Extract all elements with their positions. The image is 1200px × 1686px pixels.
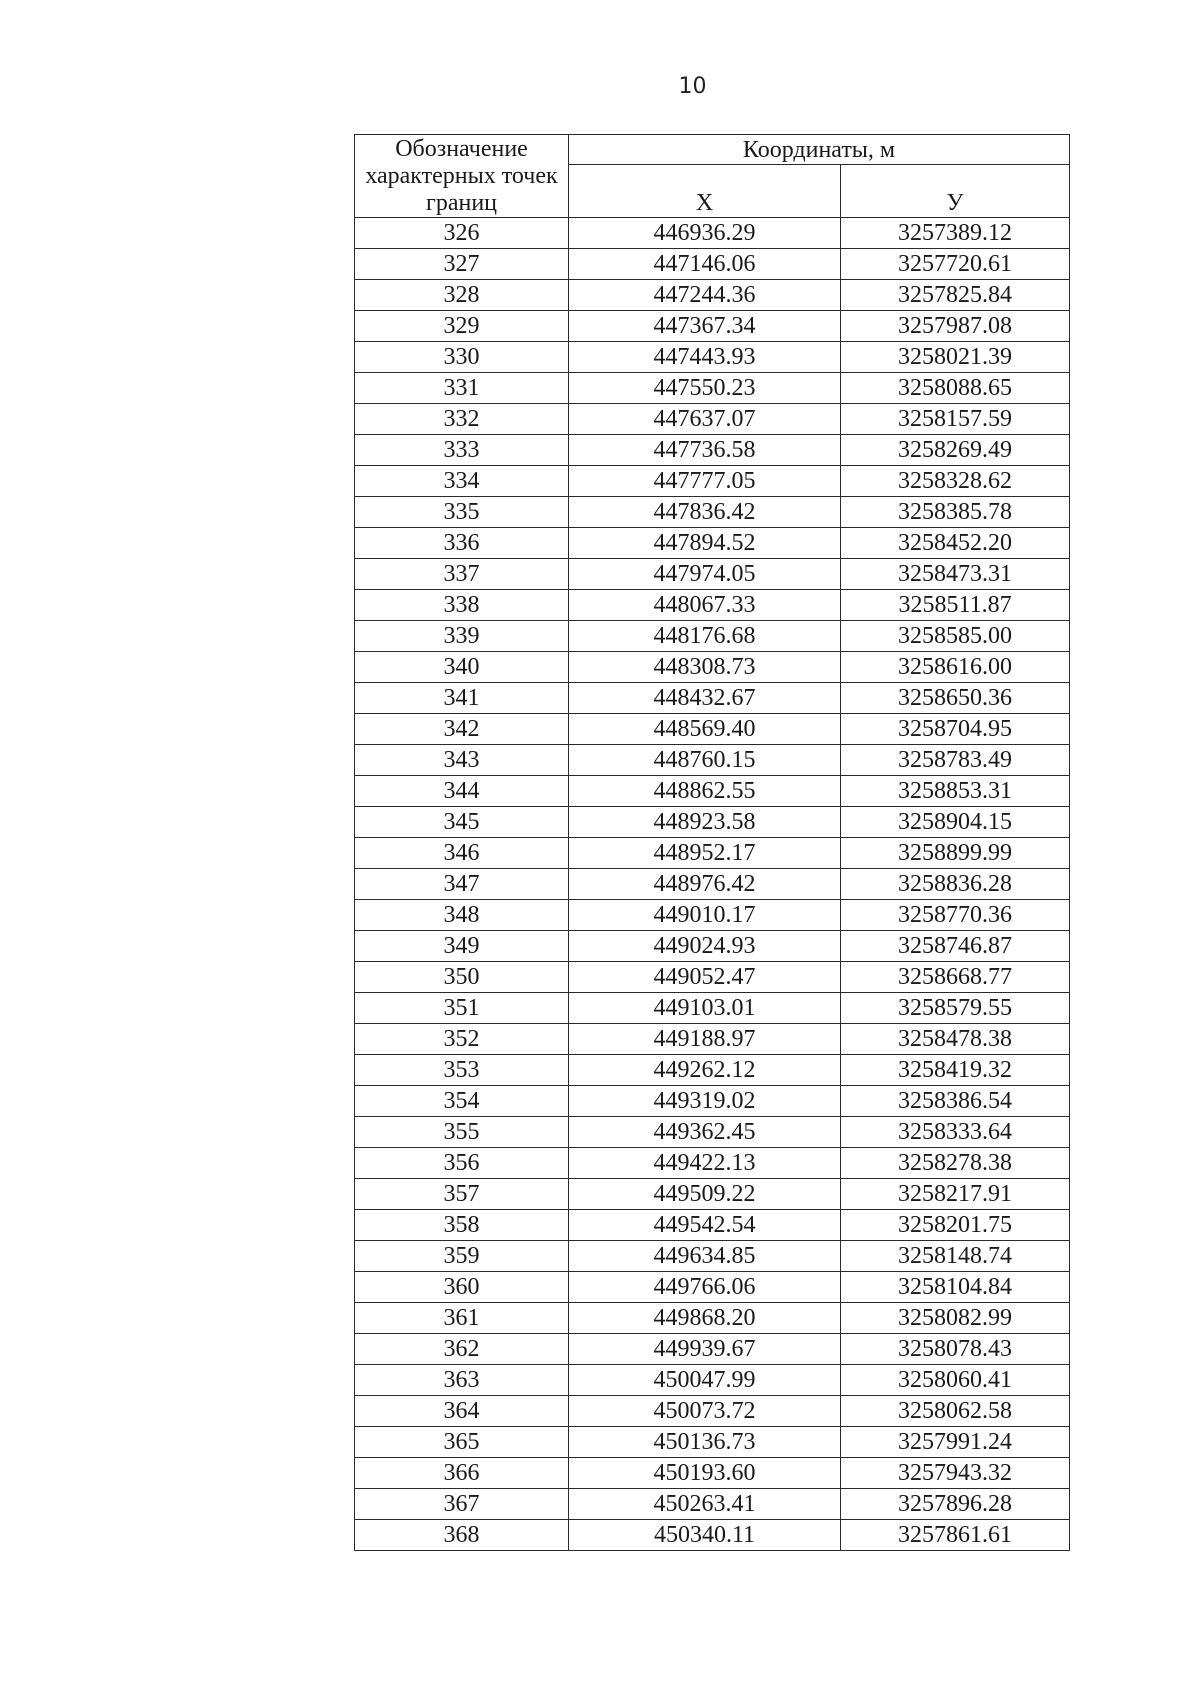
x-coordinate-cell: 447443.93 [569, 342, 841, 373]
y-coordinate-cell: 3258201.75 [841, 1210, 1070, 1241]
point-number-cell: 348 [355, 900, 569, 931]
point-number-cell: 360 [355, 1272, 569, 1303]
table-row [355, 1117, 1070, 1148]
point-number-cell: 366 [355, 1458, 569, 1489]
x-coordinate-cell: 449319.02 [569, 1086, 841, 1117]
y-coordinate-cell: 3258616.00 [841, 652, 1070, 683]
x-coordinate-cell: 447244.36 [569, 280, 841, 311]
x-coordinate-cell: 447777.05 [569, 466, 841, 497]
coordinates-table [354, 134, 1070, 1551]
y-coordinate-cell: 3258078.43 [841, 1334, 1070, 1365]
y-coordinate-cell: 3258478.38 [841, 1024, 1070, 1055]
table-row [355, 714, 1070, 745]
table-row [355, 807, 1070, 838]
x-coordinate-cell: 450340.11 [569, 1520, 841, 1551]
x-coordinate-cell: 449103.01 [569, 993, 841, 1024]
point-number-cell: 358 [355, 1210, 569, 1241]
x-coordinate-cell: 448569.40 [569, 714, 841, 745]
y-coordinate-cell: 3258062.58 [841, 1396, 1070, 1427]
x-coordinate-cell: 449634.85 [569, 1241, 841, 1272]
point-number-cell: 327 [355, 249, 569, 280]
y-coordinate-cell: 3258386.54 [841, 1086, 1070, 1117]
y-coordinate-cell: 3258082.99 [841, 1303, 1070, 1334]
table-row [355, 1210, 1070, 1241]
table-row [355, 559, 1070, 590]
table-row [355, 218, 1070, 249]
point-number-cell: 341 [355, 683, 569, 714]
x-coordinate-cell: 449362.45 [569, 1117, 841, 1148]
y-coordinate-cell: 3258783.49 [841, 745, 1070, 776]
point-number-cell: 368 [355, 1520, 569, 1551]
table-row [355, 466, 1070, 497]
x-coordinate-cell: 446936.29 [569, 218, 841, 249]
y-coordinate-cell: 3258104.84 [841, 1272, 1070, 1303]
y-coordinate-cell: 3258385.78 [841, 497, 1070, 528]
x-coordinate-cell: 449010.17 [569, 900, 841, 931]
x-coordinate-cell: 448952.17 [569, 838, 841, 869]
x-coordinate-cell: 449262.12 [569, 1055, 841, 1086]
point-number-cell: 347 [355, 869, 569, 900]
point-number-cell: 365 [355, 1427, 569, 1458]
point-number-cell: 328 [355, 280, 569, 311]
point-number-cell: 346 [355, 838, 569, 869]
table-row [355, 311, 1070, 342]
x-coordinate-cell: 448308.73 [569, 652, 841, 683]
x-coordinate-cell: 447146.06 [569, 249, 841, 280]
x-coordinate-cell: 448862.55 [569, 776, 841, 807]
point-number-cell: 334 [355, 466, 569, 497]
y-coordinate-cell: 3258511.87 [841, 590, 1070, 621]
table-row [355, 342, 1070, 373]
table-row [355, 435, 1070, 466]
x-coordinate-cell: 449052.47 [569, 962, 841, 993]
table-row [355, 776, 1070, 807]
point-number-cell: 343 [355, 745, 569, 776]
table-row [355, 683, 1070, 714]
x-coordinate-cell: 448976.42 [569, 869, 841, 900]
y-coordinate-cell: 3258217.91 [841, 1179, 1070, 1210]
table-row [355, 1334, 1070, 1365]
table-row [355, 1365, 1070, 1396]
point-number-cell: 352 [355, 1024, 569, 1055]
table-row [355, 373, 1070, 404]
point-number-cell: 335 [355, 497, 569, 528]
point-number-cell: 349 [355, 931, 569, 962]
table-row [355, 869, 1070, 900]
table-row [355, 1055, 1070, 1086]
coordinates-header: Координаты, м [569, 135, 1070, 165]
y-coordinate-cell: 3258278.38 [841, 1148, 1070, 1179]
y-coordinate-cell: 3258157.59 [841, 404, 1070, 435]
point-number-cell: 363 [355, 1365, 569, 1396]
y-coordinate-cell: 3257825.84 [841, 280, 1070, 311]
x-coordinate-cell: 449024.93 [569, 931, 841, 962]
y-coordinate-cell: 3257720.61 [841, 249, 1070, 280]
point-number-cell: 330 [355, 342, 569, 373]
table-header [355, 135, 1070, 218]
x-coordinate-cell: 449542.54 [569, 1210, 841, 1241]
point-number-cell: 337 [355, 559, 569, 590]
point-number-cell: 362 [355, 1334, 569, 1365]
y-coordinate-cell: 3257389.12 [841, 218, 1070, 249]
y-coordinate-cell: 3258269.49 [841, 435, 1070, 466]
x-coordinate-cell: 449188.97 [569, 1024, 841, 1055]
y-coordinate-cell: 3257861.61 [841, 1520, 1070, 1551]
x-coordinate-cell: 447894.52 [569, 528, 841, 559]
y-coordinate-cell: 3258328.62 [841, 466, 1070, 497]
table-row [355, 838, 1070, 869]
y-coordinate-cell: 3258853.31 [841, 776, 1070, 807]
x-coordinate-cell: 450136.73 [569, 1427, 841, 1458]
table-row [355, 1148, 1070, 1179]
point-number-cell: 359 [355, 1241, 569, 1272]
point-number-cell: 332 [355, 404, 569, 435]
point-number-cell: 350 [355, 962, 569, 993]
y-column-header: У [841, 165, 1070, 218]
table-row [355, 1024, 1070, 1055]
table-row [355, 621, 1070, 652]
point-number-cell: 329 [355, 311, 569, 342]
y-coordinate-cell: 3258746.87 [841, 931, 1070, 962]
x-coordinate-cell: 447736.58 [569, 435, 841, 466]
point-number-cell: 357 [355, 1179, 569, 1210]
table-row [355, 1241, 1070, 1272]
y-coordinate-cell: 3258473.31 [841, 559, 1070, 590]
table-row [355, 590, 1070, 621]
y-coordinate-cell: 3258585.00 [841, 621, 1070, 652]
y-coordinate-cell: 3258704.95 [841, 714, 1070, 745]
point-number-cell: 342 [355, 714, 569, 745]
table-row [355, 280, 1070, 311]
y-coordinate-cell: 3258904.15 [841, 807, 1070, 838]
point-number-cell: 339 [355, 621, 569, 652]
point-number-cell: 331 [355, 373, 569, 404]
table-row [355, 249, 1070, 280]
x-coordinate-cell: 449509.22 [569, 1179, 841, 1210]
point-number-cell: 344 [355, 776, 569, 807]
y-coordinate-cell: 3258836.28 [841, 869, 1070, 900]
y-coordinate-cell: 3258668.77 [841, 962, 1070, 993]
x-coordinate-cell: 450193.60 [569, 1458, 841, 1489]
x-coordinate-cell: 447550.23 [569, 373, 841, 404]
x-coordinate-cell: 450047.99 [569, 1365, 841, 1396]
y-coordinate-cell: 3257991.24 [841, 1427, 1070, 1458]
table-row [355, 1396, 1070, 1427]
table-row [355, 1489, 1070, 1520]
point-number-cell: 351 [355, 993, 569, 1024]
y-coordinate-cell: 3258419.32 [841, 1055, 1070, 1086]
y-coordinate-cell: 3258021.39 [841, 342, 1070, 373]
table-row [355, 1272, 1070, 1303]
y-coordinate-cell: 3257987.08 [841, 311, 1070, 342]
x-coordinate-cell: 449422.13 [569, 1148, 841, 1179]
x-coordinate-cell: 448176.68 [569, 621, 841, 652]
header-row-top [355, 135, 1070, 165]
point-number-cell: 361 [355, 1303, 569, 1334]
x-coordinate-cell: 448760.15 [569, 745, 841, 776]
y-coordinate-cell: 3257943.32 [841, 1458, 1070, 1489]
y-coordinate-cell: 3258899.99 [841, 838, 1070, 869]
x-coordinate-cell: 449766.06 [569, 1272, 841, 1303]
point-number-cell: 338 [355, 590, 569, 621]
table-row [355, 497, 1070, 528]
x-coordinate-cell: 450073.72 [569, 1396, 841, 1427]
y-coordinate-cell: 3258579.55 [841, 993, 1070, 1024]
y-coordinate-cell: 3258770.36 [841, 900, 1070, 931]
x-coordinate-cell: 449868.20 [569, 1303, 841, 1334]
x-coordinate-cell: 447974.05 [569, 559, 841, 590]
x-coordinate-cell: 448432.67 [569, 683, 841, 714]
table-body [355, 218, 1070, 1551]
x-coordinate-cell: 447836.42 [569, 497, 841, 528]
x-coordinate-cell: 450263.41 [569, 1489, 841, 1520]
point-number-cell: 364 [355, 1396, 569, 1427]
x-coordinate-cell: 447637.07 [569, 404, 841, 435]
table-row [355, 993, 1070, 1024]
table-row [355, 1427, 1070, 1458]
table-row [355, 1303, 1070, 1334]
point-designation-header: Обозначение характерных точек границ [355, 135, 569, 218]
table-row [355, 962, 1070, 993]
point-number-cell: 326 [355, 218, 569, 249]
y-coordinate-cell: 3258088.65 [841, 373, 1070, 404]
page-number: 10 [678, 74, 707, 99]
point-number-cell: 333 [355, 435, 569, 466]
y-coordinate-cell: 3258333.64 [841, 1117, 1070, 1148]
y-coordinate-cell: 3258060.41 [841, 1365, 1070, 1396]
point-number-cell: 354 [355, 1086, 569, 1117]
table-row [355, 931, 1070, 962]
point-number-cell: 340 [355, 652, 569, 683]
y-coordinate-cell: 3258148.74 [841, 1241, 1070, 1272]
point-number-cell: 353 [355, 1055, 569, 1086]
point-number-cell: 356 [355, 1148, 569, 1179]
x-coordinate-cell: 448067.33 [569, 590, 841, 621]
table-row [355, 1520, 1070, 1551]
point-number-cell: 336 [355, 528, 569, 559]
table-row [355, 745, 1070, 776]
table-row [355, 652, 1070, 683]
table-row [355, 1179, 1070, 1210]
x-coordinate-cell: 449939.67 [569, 1334, 841, 1365]
y-coordinate-cell: 3258650.36 [841, 683, 1070, 714]
x-coordinate-cell: 448923.58 [569, 807, 841, 838]
point-number-cell: 345 [355, 807, 569, 838]
table-row [355, 404, 1070, 435]
x-column-header: Х [569, 165, 841, 218]
table-row [355, 1458, 1070, 1489]
y-coordinate-cell: 3257896.28 [841, 1489, 1070, 1520]
table-row [355, 900, 1070, 931]
point-number-cell: 355 [355, 1117, 569, 1148]
point-number-cell: 367 [355, 1489, 569, 1520]
table-row [355, 528, 1070, 559]
x-coordinate-cell: 447367.34 [569, 311, 841, 342]
y-coordinate-cell: 3258452.20 [841, 528, 1070, 559]
table-row [355, 1086, 1070, 1117]
